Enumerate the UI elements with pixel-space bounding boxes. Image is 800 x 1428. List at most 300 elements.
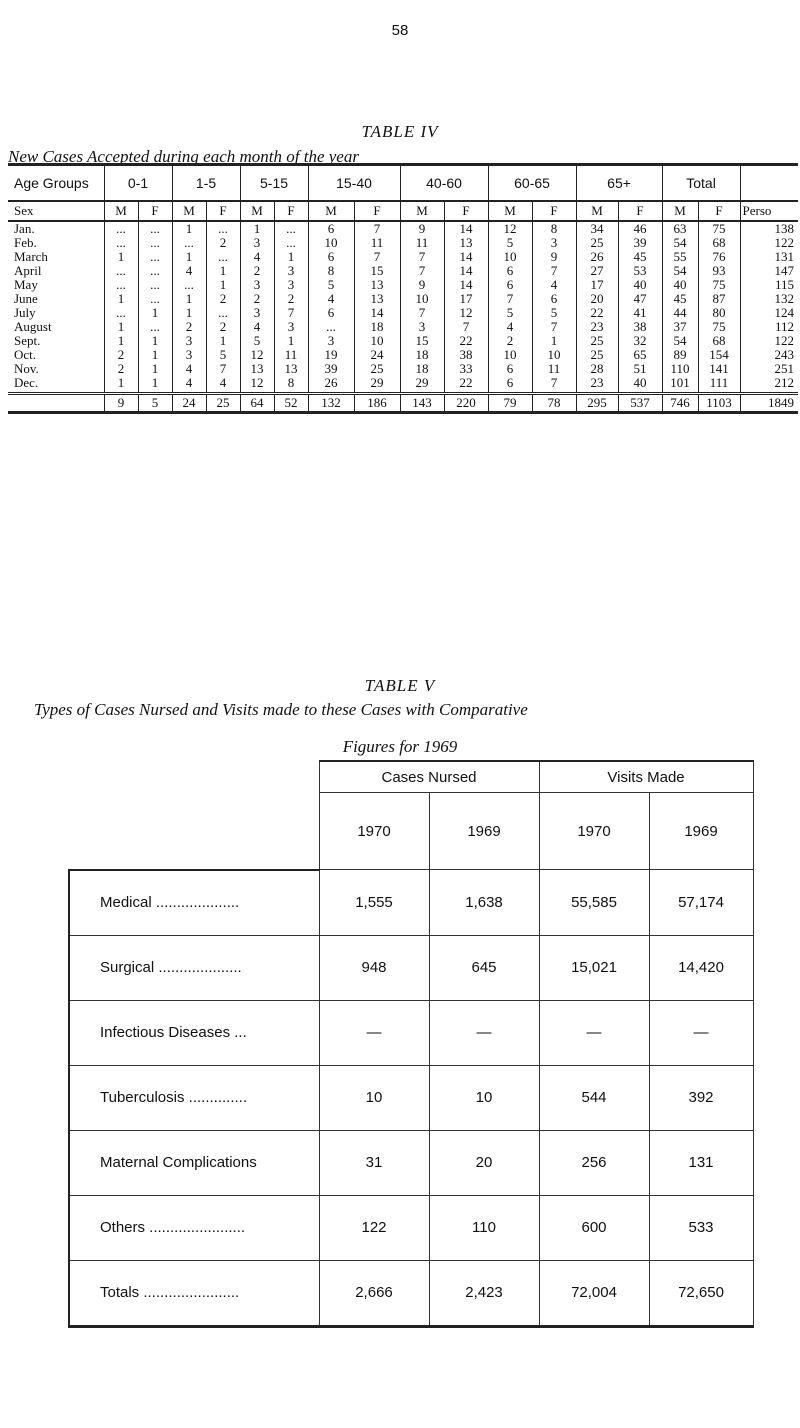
- table-cell: 10: [429, 1065, 539, 1130]
- table-cell: 212: [740, 376, 798, 394]
- case-type-label: Tuberculosis ..............: [69, 1065, 319, 1130]
- table-cell: 392: [649, 1065, 753, 1130]
- table-cell: 47: [618, 292, 662, 306]
- table-cell: 45: [662, 292, 698, 306]
- sex-f: F: [618, 201, 662, 221]
- month-label: July: [14, 306, 36, 320]
- table-cell: 37: [662, 320, 698, 334]
- table-cell: 12: [444, 306, 488, 320]
- table-cell: ...: [138, 250, 172, 264]
- table-cell: 6: [488, 278, 532, 292]
- month-row: [8, 320, 798, 334]
- table-cell: 29: [400, 376, 444, 394]
- table-cell: 15: [400, 334, 444, 348]
- month-label: Jan.: [14, 221, 35, 236]
- table-cell: 5: [206, 348, 240, 362]
- total-cell: 1103: [698, 394, 740, 413]
- case-type-row: [69, 1260, 753, 1326]
- table-cell: ...: [104, 306, 138, 320]
- table-cell: 93: [698, 264, 740, 278]
- col-group-visits-made: Visits Made: [539, 761, 753, 793]
- table-cell: 7: [354, 250, 400, 264]
- table-cell: 27: [576, 264, 618, 278]
- table-cell: 19: [308, 348, 354, 362]
- age-group-header: 65+: [576, 165, 662, 202]
- month-label: Nov.: [14, 362, 39, 376]
- table-cell: 10: [354, 334, 400, 348]
- table-cell: 4: [308, 292, 354, 306]
- table-cell: 132: [740, 292, 798, 306]
- table-cell: 5: [308, 278, 354, 292]
- table-cell: 243: [740, 348, 798, 362]
- table-cell: 110: [429, 1195, 539, 1260]
- table4-new-cases: [8, 163, 798, 414]
- table-cell: 3: [240, 236, 274, 250]
- table-cell: 13: [240, 362, 274, 376]
- table-cell: 39: [308, 362, 354, 376]
- table-cell: 17: [444, 292, 488, 306]
- table-cell: 1: [104, 376, 138, 394]
- total-cell: 220: [444, 394, 488, 413]
- total-cell: 186: [354, 394, 400, 413]
- month-row: [8, 362, 798, 376]
- table-cell: 147: [740, 264, 798, 278]
- case-type-label: Totals .......................: [69, 1260, 319, 1326]
- table-cell: —: [319, 1000, 429, 1065]
- table-cell: 4: [488, 320, 532, 334]
- age-group-header: 5-15: [240, 165, 308, 202]
- month-row: [8, 250, 798, 264]
- table-cell: 1,555: [319, 870, 429, 936]
- table-cell: ...: [206, 306, 240, 320]
- year-header: 1970: [319, 793, 429, 870]
- table-cell: 6: [488, 376, 532, 394]
- table-cell: ...: [104, 221, 138, 236]
- table-cell: 8: [274, 376, 308, 394]
- table-cell: 1: [172, 306, 206, 320]
- sex-m: M: [662, 201, 698, 221]
- table-cell: 2: [274, 292, 308, 306]
- table-cell: 1: [532, 334, 576, 348]
- table-cell: ...: [206, 221, 240, 236]
- sex-m: M: [576, 201, 618, 221]
- table5-cases-visits: [68, 760, 754, 1328]
- table-cell: 8: [532, 221, 576, 236]
- table-cell: 65: [618, 348, 662, 362]
- table-cell: 6: [308, 306, 354, 320]
- table-cell: 23: [576, 376, 618, 394]
- month-label: April: [14, 264, 42, 278]
- table-cell: 4: [172, 362, 206, 376]
- table-cell: 3: [172, 334, 206, 348]
- table-cell: 1: [172, 221, 206, 236]
- table-cell: 26: [576, 250, 618, 264]
- table-cell: 5: [532, 306, 576, 320]
- table-cell: 131: [649, 1130, 753, 1195]
- table5-body: [69, 870, 753, 1327]
- table-cell: 11: [532, 362, 576, 376]
- table-cell: ...: [172, 278, 206, 292]
- table-cell: 25: [354, 362, 400, 376]
- table5-subtitle-line2: Figures for 1969: [342, 737, 458, 756]
- age-group-header: 15-40: [308, 165, 400, 202]
- table-cell: 111: [698, 376, 740, 394]
- table-cell: 15: [354, 264, 400, 278]
- table-cell: 3: [274, 264, 308, 278]
- table-cell: 5: [488, 306, 532, 320]
- table-cell: 2: [488, 334, 532, 348]
- sex-f: F: [354, 201, 400, 221]
- table-cell: ...: [138, 264, 172, 278]
- table-cell: 75: [698, 320, 740, 334]
- table-cell: 14: [444, 221, 488, 236]
- month-label: March: [14, 250, 48, 264]
- table-cell: ...: [308, 320, 354, 334]
- total-cell: 746: [662, 394, 698, 413]
- table-cell: 10: [532, 348, 576, 362]
- table-cell: 11: [354, 236, 400, 250]
- case-type-label: Maternal Complications: [69, 1130, 319, 1195]
- sex-f: F: [274, 201, 308, 221]
- table4-title: TABLE IV: [361, 122, 439, 141]
- table-cell: 544: [539, 1065, 649, 1130]
- table-cell: 138: [740, 221, 798, 236]
- table-cell: 9: [400, 278, 444, 292]
- table-cell: 10: [308, 236, 354, 250]
- case-type-row: [69, 1000, 753, 1065]
- table-cell: 8: [308, 264, 354, 278]
- month-row: [8, 236, 798, 250]
- sex-label: Sex: [8, 201, 104, 221]
- total-cell: 1849: [740, 394, 798, 413]
- table5-subtitle-line1: Types of Cases Nursed and Visits made to these Cases with Comparative: [34, 700, 528, 719]
- month-label: Dec.: [14, 376, 39, 390]
- table-cell: 22: [444, 376, 488, 394]
- table-cell: 3: [240, 278, 274, 292]
- month-row: [8, 376, 798, 394]
- table-cell: 5: [488, 236, 532, 250]
- table-cell: 2: [240, 264, 274, 278]
- table-cell: 63: [662, 221, 698, 236]
- totals-row: [8, 394, 798, 413]
- table-cell: 533: [649, 1195, 753, 1260]
- table-cell: 1: [138, 348, 172, 362]
- total-cell: 143: [400, 394, 444, 413]
- table-cell: 7: [488, 292, 532, 306]
- table-cell: 38: [444, 348, 488, 362]
- table-cell: 80: [698, 306, 740, 320]
- table-cell: 131: [740, 250, 798, 264]
- sex-f: F: [444, 201, 488, 221]
- table-cell: 57,174: [649, 870, 753, 936]
- table-cell: 1: [240, 221, 274, 236]
- total-cell: 52: [274, 394, 308, 413]
- table-cell: 7: [400, 306, 444, 320]
- table-cell: 14: [444, 278, 488, 292]
- table-cell: 1: [172, 292, 206, 306]
- case-type-row: [69, 870, 753, 936]
- table-cell: 2: [104, 348, 138, 362]
- age-group-header: 0-1: [104, 165, 172, 202]
- totals-label-blank: [8, 394, 104, 413]
- table-cell: 2,423: [429, 1260, 539, 1326]
- table-cell: 3: [274, 320, 308, 334]
- table-cell: 22: [576, 306, 618, 320]
- table-cell: 10: [319, 1065, 429, 1130]
- sex-m: M: [240, 201, 274, 221]
- table-cell: 2: [206, 320, 240, 334]
- table-cell: 55: [662, 250, 698, 264]
- table-cell: 44: [662, 306, 698, 320]
- year-header: 1969: [649, 793, 753, 870]
- col-group-cases-nursed: Cases Nursed: [319, 761, 539, 793]
- table-cell: 2: [240, 292, 274, 306]
- table-cell: 600: [539, 1195, 649, 1260]
- case-type-row: [69, 1065, 753, 1130]
- table5-title: TABLE V: [364, 676, 436, 695]
- table-cell: 31: [319, 1130, 429, 1195]
- table-cell: 7: [532, 320, 576, 334]
- sex-f: F: [138, 201, 172, 221]
- table-cell: 1: [206, 334, 240, 348]
- sex-m: M: [172, 201, 206, 221]
- table-cell: 1: [138, 376, 172, 394]
- sex-m: M: [400, 201, 444, 221]
- total-cell: 132: [308, 394, 354, 413]
- table-cell: 1: [138, 334, 172, 348]
- table-cell: 7: [532, 376, 576, 394]
- table-cell: 7: [400, 264, 444, 278]
- table-cell: 4: [172, 264, 206, 278]
- table-cell: 54: [662, 264, 698, 278]
- table-cell: ...: [274, 221, 308, 236]
- total-cell: 5: [138, 394, 172, 413]
- year-header: 1969: [429, 793, 539, 870]
- table-cell: 11: [274, 348, 308, 362]
- sex-f: F: [532, 201, 576, 221]
- month-row: [8, 278, 798, 292]
- table-cell: 2: [206, 236, 240, 250]
- table-cell: 14: [444, 250, 488, 264]
- table-cell: 54: [662, 236, 698, 250]
- table-cell: ...: [138, 236, 172, 250]
- table-cell: ...: [138, 221, 172, 236]
- table-cell: 6: [532, 292, 576, 306]
- table-cell: 3: [308, 334, 354, 348]
- table-cell: 2: [104, 362, 138, 376]
- total-cell: 9: [104, 394, 138, 413]
- table-cell: 2: [206, 292, 240, 306]
- month-row: [8, 264, 798, 278]
- persons-label: Perso: [740, 201, 798, 221]
- table-cell: 76: [698, 250, 740, 264]
- table-cell: 1: [274, 250, 308, 264]
- month-row: [8, 334, 798, 348]
- table-cell: 13: [354, 292, 400, 306]
- table-cell: ...: [104, 264, 138, 278]
- table-cell: 122: [319, 1195, 429, 1260]
- table-cell: 7: [206, 362, 240, 376]
- table-cell: 39: [618, 236, 662, 250]
- table-cell: 14: [444, 264, 488, 278]
- year-header: 1970: [539, 793, 649, 870]
- sex-header-row: [8, 201, 798, 221]
- table-cell: 40: [662, 278, 698, 292]
- table-cell: 14: [354, 306, 400, 320]
- table-cell: 12: [240, 376, 274, 394]
- total-cell: 24: [172, 394, 206, 413]
- table-cell: 25: [576, 348, 618, 362]
- table-cell: 256: [539, 1130, 649, 1195]
- table-cell: 25: [576, 334, 618, 348]
- table-cell: 3: [274, 278, 308, 292]
- table-cell: 23: [576, 320, 618, 334]
- table-cell: 13: [444, 236, 488, 250]
- table-cell: 18: [354, 320, 400, 334]
- table-cell: 101: [662, 376, 698, 394]
- age-group-header: 60-65: [488, 165, 576, 202]
- case-type-label: Infectious Diseases ...: [69, 1000, 319, 1065]
- table-cell: 68: [698, 334, 740, 348]
- table-cell: 45: [618, 250, 662, 264]
- table-cell: 4: [172, 376, 206, 394]
- table-cell: 1,638: [429, 870, 539, 936]
- table-cell: 3: [172, 348, 206, 362]
- case-type-label: Medical ....................: [69, 870, 319, 936]
- table-cell: 40: [618, 278, 662, 292]
- table-cell: 22: [444, 334, 488, 348]
- table-cell: 6: [488, 264, 532, 278]
- table-cell: ...: [138, 278, 172, 292]
- table-cell: 1: [172, 250, 206, 264]
- sex-m: M: [104, 201, 138, 221]
- sex-f: F: [698, 201, 740, 221]
- table-cell: 1: [104, 320, 138, 334]
- table4-subtitle-text: New Cases Accepted during each month of the year: [8, 147, 359, 166]
- table-cell: 18: [400, 362, 444, 376]
- table-cell: 7: [354, 221, 400, 236]
- table-cell: 53: [618, 264, 662, 278]
- table-cell: —: [649, 1000, 753, 1065]
- persons-header-blank: [740, 165, 798, 202]
- table-cell: —: [539, 1000, 649, 1065]
- table-cell: 51: [618, 362, 662, 376]
- age-group-header: 40-60: [400, 165, 488, 202]
- table-cell: 7: [444, 320, 488, 334]
- month-label: Sept.: [14, 334, 41, 348]
- table-cell: 2: [172, 320, 206, 334]
- month-label: August: [14, 320, 52, 334]
- table-cell: 17: [576, 278, 618, 292]
- age-group-header: 1-5: [172, 165, 240, 202]
- month-row: [8, 348, 798, 362]
- month-label: June: [14, 292, 38, 306]
- month-row: [8, 292, 798, 306]
- page-number: 58: [391, 22, 409, 39]
- table-cell: 10: [400, 292, 444, 306]
- table-cell: ...: [274, 236, 308, 250]
- table-cell: 20: [576, 292, 618, 306]
- table-cell: ...: [206, 250, 240, 264]
- table-cell: 40: [618, 376, 662, 394]
- table-cell: 54: [662, 334, 698, 348]
- table-cell: 124: [740, 306, 798, 320]
- table-cell: 4: [532, 278, 576, 292]
- month-row: [8, 221, 798, 236]
- table-cell: 13: [354, 278, 400, 292]
- table-cell: 122: [740, 236, 798, 250]
- table-cell: 12: [488, 221, 532, 236]
- table-cell: —: [429, 1000, 539, 1065]
- table-cell: ...: [138, 320, 172, 334]
- table-cell: 75: [698, 221, 740, 236]
- table-cell: 10: [488, 348, 532, 362]
- table-cell: 7: [274, 306, 308, 320]
- table-cell: 3: [240, 306, 274, 320]
- table-cell: 24: [354, 348, 400, 362]
- table-cell: 26: [308, 376, 354, 394]
- table-cell: 20: [429, 1130, 539, 1195]
- table-cell: 72,004: [539, 1260, 649, 1326]
- table-cell: 34: [576, 221, 618, 236]
- table-cell: 1: [138, 306, 172, 320]
- age-group-header: Total: [662, 165, 740, 202]
- table-cell: 9: [400, 221, 444, 236]
- table-cell: 6: [308, 250, 354, 264]
- case-type-label: Others .......................: [69, 1195, 319, 1260]
- total-cell: 78: [532, 394, 576, 413]
- table-cell: 89: [662, 348, 698, 362]
- table-cell: 15,021: [539, 935, 649, 1000]
- case-type-row: [69, 935, 753, 1000]
- table-cell: 87: [698, 292, 740, 306]
- table-cell: 5: [240, 334, 274, 348]
- table-cell: 72,650: [649, 1260, 753, 1326]
- case-type-label: Surgical ....................: [69, 935, 319, 1000]
- table-cell: 1: [206, 278, 240, 292]
- sex-m: M: [308, 201, 354, 221]
- table-cell: 122: [740, 334, 798, 348]
- table-cell: 9: [532, 250, 576, 264]
- table-cell: 110: [662, 362, 698, 376]
- table-cell: 11: [400, 236, 444, 250]
- table-cell: 1: [104, 250, 138, 264]
- table-cell: 14,420: [649, 935, 753, 1000]
- table-cell: 6: [488, 362, 532, 376]
- table-cell: 29: [354, 376, 400, 394]
- table-cell: ...: [104, 278, 138, 292]
- table-cell: 12: [240, 348, 274, 362]
- table-cell: 10: [488, 250, 532, 264]
- table-cell: 1: [274, 334, 308, 348]
- table-cell: 141: [698, 362, 740, 376]
- month-label: May: [14, 278, 38, 292]
- table-cell: 41: [618, 306, 662, 320]
- table-cell: ...: [104, 236, 138, 250]
- table-cell: 68: [698, 236, 740, 250]
- total-cell: 79: [488, 394, 532, 413]
- table-cell: 112: [740, 320, 798, 334]
- table-cell: 115: [740, 278, 798, 292]
- total-cell: 25: [206, 394, 240, 413]
- table-cell: 154: [698, 348, 740, 362]
- table-cell: 18: [400, 348, 444, 362]
- table-cell: 4: [206, 376, 240, 394]
- corner-blank: [69, 761, 319, 870]
- table-cell: 32: [618, 334, 662, 348]
- table-cell: 3: [532, 236, 576, 250]
- table-cell: 55,585: [539, 870, 649, 936]
